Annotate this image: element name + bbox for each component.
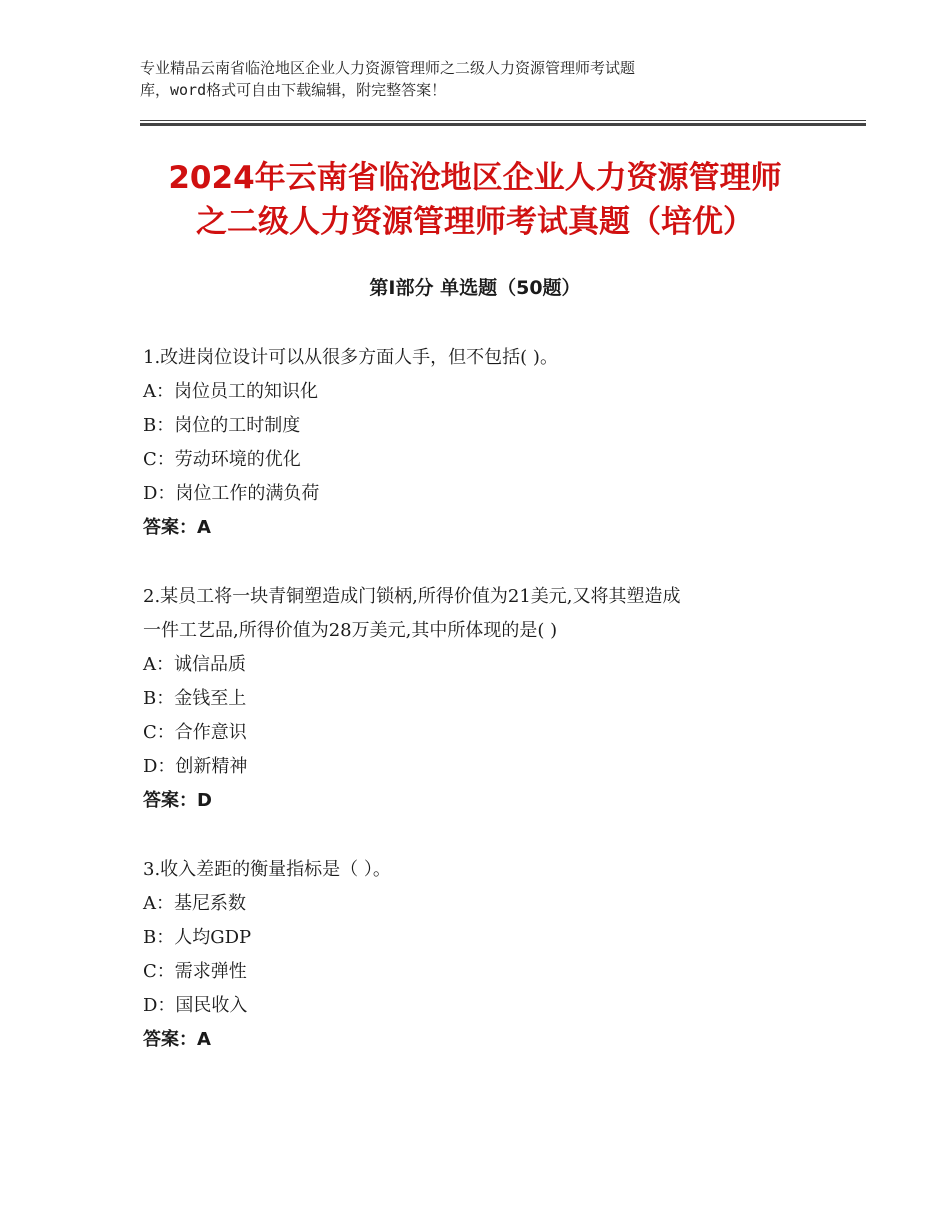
document-title-line-1: 2024年云南省临沧地区企业人力资源管理师 (168, 160, 782, 196)
question-stem: 2.某员工将一块青铜塑造成门锁柄,所得价值为21美元,又将其塑造成 (143, 586, 681, 607)
option-b: B：岗位的工时制度 (143, 415, 301, 436)
question-1 (143, 341, 823, 545)
answer-label: 答案：A (143, 517, 211, 538)
option-d: D：岗位工作的满负荷 (143, 483, 320, 504)
option-c: C：劳动环境的优化 (143, 449, 301, 470)
option-b: B：金钱至上 (143, 688, 247, 709)
question-stem: 3.收入差距的衡量指标是（ ）。 (143, 859, 391, 880)
document-title-line-2: 之二级人力资源管理师考试真题（培优） (196, 204, 754, 240)
header-note-line-1: 专业精品云南省临沧地区企业人力资源管理师之二级人力资源管理师考试题 (140, 59, 636, 77)
header-divider-thick (140, 123, 866, 126)
option-d: D：国民收入 (143, 995, 248, 1016)
option-a: A：诚信品质 (143, 654, 246, 675)
option-a: A：岗位员工的知识化 (143, 381, 318, 402)
option-c: C：需求弹性 (143, 961, 247, 982)
option-b: B：人均GDP (143, 927, 252, 948)
option-c: C：合作意识 (143, 722, 247, 743)
option-a: A：基尼系数 (143, 893, 246, 914)
option-d: D：创新精神 (143, 756, 248, 777)
header-note-line-2: 库，word格式可自由下载编辑，附完整答案！ (140, 81, 447, 99)
document-title (100, 156, 850, 244)
section-heading: 第Ⅰ部分 单选题（50题） (369, 277, 581, 299)
header-note (140, 57, 780, 101)
header-divider-thin (140, 120, 866, 121)
question-2 (143, 580, 823, 818)
answer-label: 答案：D (143, 790, 212, 811)
answer-label: 答案：A (143, 1029, 211, 1050)
question-list (143, 341, 823, 1092)
question-stem: 1.改进岗位设计可以从很多方面人手，但不包括( )。 (143, 347, 558, 368)
question-stem-continued: 一件工艺品,所得价值为28万美元,其中所体现的是( ) (143, 620, 558, 641)
question-3 (143, 853, 823, 1057)
